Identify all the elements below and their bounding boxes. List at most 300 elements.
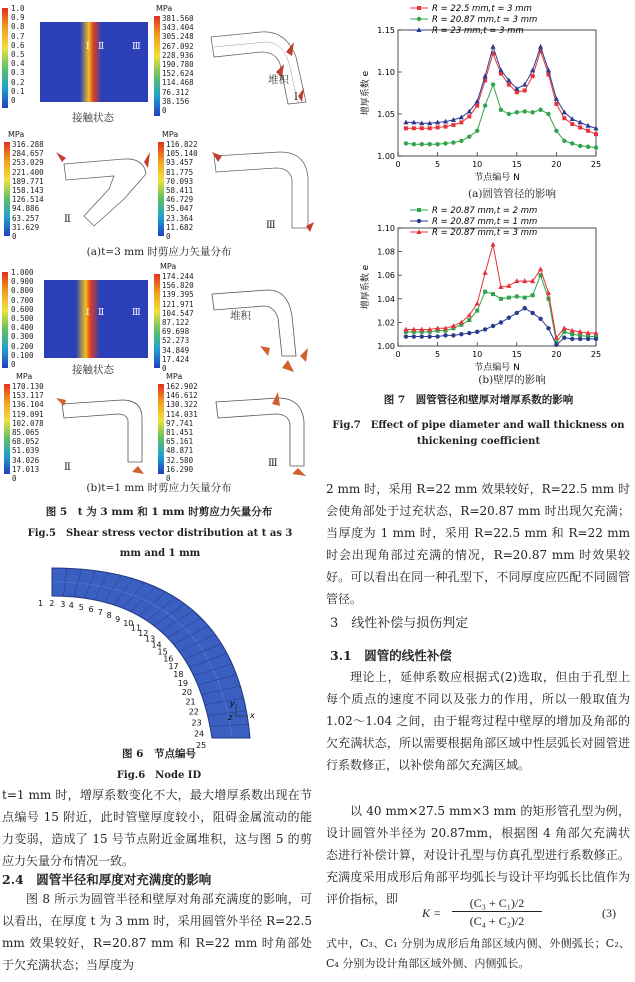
x-tick-label: 10	[472, 350, 483, 359]
data-point	[538, 317, 542, 321]
data-point	[467, 115, 471, 119]
colorbar-tick: 0	[166, 232, 171, 242]
colorbar-tick: 156.820	[162, 281, 194, 291]
data-point	[507, 83, 511, 87]
right-paragraph-4: 式中，C₃、C₁ 分别为成形后角部区域内侧、外侧弧长；C₂、C₄ 分别为设计角部区域外侧、内侧弧长。	[326, 937, 630, 970]
data-point	[570, 337, 574, 341]
colorbar-tick: 126.514	[12, 195, 44, 205]
x-tick-label: 0	[395, 350, 401, 359]
data-point	[546, 326, 550, 330]
data-point	[515, 110, 519, 114]
y-tick-label: 1.00	[377, 342, 395, 351]
stress-ticks	[12, 140, 44, 241]
stress-mesh	[206, 12, 316, 122]
contact-ticks	[11, 4, 25, 105]
data-point	[420, 142, 424, 146]
colorbar-tick: 0.5	[11, 50, 25, 60]
data-point	[459, 120, 463, 124]
data-point	[523, 306, 527, 310]
colorbar-tick: 0	[162, 106, 167, 116]
data-point	[420, 334, 424, 338]
colorbar-tick: 81.451	[166, 428, 194, 438]
colorbar-tick: 23.364	[166, 213, 194, 223]
stress-ticks	[12, 382, 44, 483]
colorbar-tick: 343.404	[162, 23, 194, 33]
data-point	[427, 142, 431, 146]
data-point	[586, 337, 590, 341]
x-tick-label: 20	[551, 160, 562, 169]
contact-label: 接触状态	[72, 112, 114, 124]
data-point	[483, 270, 488, 275]
data-point	[538, 267, 543, 272]
x-tick-label: 20	[551, 350, 562, 359]
node-id-diagram	[38, 566, 280, 750]
stress-mesh	[210, 138, 316, 238]
x-tick-label: 15	[511, 350, 522, 359]
fig5-a-view1	[150, 2, 316, 130]
contact-colorbar	[2, 8, 8, 108]
colorbar-tick: 85.065	[12, 428, 40, 438]
axis-y-label: y	[230, 699, 235, 708]
plot-frame	[398, 30, 596, 156]
fig7-title-cn: 图 7 圆管管径和壁厚对增厚系数的影响	[383, 394, 574, 406]
section-2-4-heading: 2.4 圆管半径和厚度对充满度的影响	[2, 872, 212, 887]
colorbar-tick: 0.400	[11, 323, 34, 333]
section-3-1-heading: 3.1 圆管的线性补偿	[330, 648, 452, 663]
node-id-label: 4	[68, 601, 74, 611]
legend-marker	[417, 17, 421, 21]
data-point	[491, 292, 495, 296]
data-point	[427, 334, 431, 338]
colorbar-tick: 81.775	[166, 167, 194, 177]
colorbar-tick: 267.092	[162, 41, 194, 51]
node-id-label: 1	[38, 599, 44, 608]
node-id-label: 16	[163, 654, 174, 664]
data-point	[436, 125, 440, 129]
legend-label: R = 20.87 mm,t = 3 mm	[432, 228, 538, 238]
data-point	[404, 126, 408, 130]
colorbar-tick: 1.000	[11, 268, 34, 277]
data-point	[483, 290, 487, 294]
data-point	[507, 296, 511, 300]
data-point	[570, 141, 574, 145]
colorbar-tick: 48.871	[166, 446, 194, 456]
data-point	[578, 125, 582, 129]
node-id-label: 5	[78, 602, 84, 612]
fig5-caption-b: (b)t=1 mm 时剪应力矢量分布	[86, 482, 232, 494]
right-paragraph-1: 2 mm 时，采用 R=22 mm 效果较好，R=22.5 mm 时会使角部处于过充状态，R=20.87 mm 时出现欠充满；当厚度为 1 mm 时，采用 R=22.5 mm 和 R=22 mm 时会出现角部过充满的情况，R=20.87 mm 时效果较好。可以看出在同一种孔型下，不同厚度应匹配不同圆管管径。	[326, 482, 630, 606]
node-id-label: 14	[151, 640, 162, 650]
data-point	[562, 116, 566, 120]
colorbar-tick: 139.395	[162, 290, 194, 300]
unit-label: MPa	[166, 372, 183, 381]
fig5-title-en: Fig.5 Shear stress vector distribution at t as 3 mm and 1 mm	[27, 528, 293, 559]
contact-map	[40, 22, 148, 102]
legend-label: R = 20.87 mm,t = 2 mm	[432, 206, 538, 216]
data-point	[578, 337, 582, 341]
data-point	[435, 142, 439, 146]
colorbar-tick: 121.971	[162, 299, 194, 309]
colorbar-tick: 162.902	[166, 382, 198, 391]
formula-denominator: (C₄ + C₂)/2	[469, 914, 525, 928]
data-point	[515, 294, 519, 298]
left-paragraph-1: t=1 mm 时，增厚系数变化不大，最大增厚系数出现在节点编号 15 附近，此时管壁厚度较小，阻碍金属流动的能力变弱，造成了 15 号节点附近金属堆积，这与图 5 的剪应力矢量分布情况一致。	[2, 788, 312, 868]
y-tick-label: 1.04	[377, 294, 395, 304]
fig5-b-view1	[150, 262, 316, 380]
fig5	[0, 0, 318, 560]
colorbar-tick: 58.411	[166, 186, 194, 196]
x-tick-label: 25	[590, 350, 602, 359]
y-tick-label: 1.02	[377, 318, 395, 328]
data-point	[404, 141, 408, 145]
legend-marker	[417, 219, 421, 223]
x-tick-label: 15	[511, 160, 522, 169]
data-point	[562, 139, 566, 143]
colorbar-tick: 0.900	[11, 277, 34, 287]
formula-number: (3)	[602, 906, 616, 920]
legend-label: R = 23 mm,t = 3 mm	[432, 26, 524, 36]
node-id-label: 21	[185, 697, 196, 707]
colorbar-tick: 189.771	[12, 176, 44, 186]
data-point	[523, 296, 527, 300]
fig7-caption-b: (b)壁厚的影响	[478, 374, 546, 386]
colorbar-tick: 34.026	[12, 455, 40, 465]
colorbar-tick: 0	[11, 360, 16, 370]
colorbar-tick: 93.457	[166, 158, 194, 168]
data-point	[570, 332, 574, 336]
y-tick-label: 1.10	[377, 68, 395, 77]
node-id-label: 20	[181, 687, 192, 697]
colorbar-tick: 152.624	[162, 69, 194, 79]
stress-mesh	[212, 382, 316, 476]
colorbar-tick: 11.682	[166, 222, 194, 232]
fig7	[322, 0, 635, 480]
data-point	[444, 125, 448, 129]
data-point	[475, 104, 479, 108]
colorbar-tick: 32.580	[166, 455, 194, 465]
legend-marker	[417, 208, 421, 212]
data-point	[538, 44, 543, 49]
data-point	[562, 326, 567, 331]
colorbar-tick: 221.400	[12, 167, 44, 177]
data-point	[507, 112, 511, 116]
colorbar-tick: 119.091	[12, 409, 44, 419]
data-point	[451, 123, 455, 127]
colorbar-tick: 65.161	[166, 437, 194, 447]
data-point	[530, 311, 534, 315]
data-point	[562, 336, 566, 340]
colorbar-tick: 170.130	[12, 382, 44, 391]
y-tick-label: 1.05	[377, 110, 395, 119]
legend-label: R = 22.5 mm,t = 3 mm	[432, 4, 532, 14]
stress-colorbar	[158, 142, 164, 236]
fig5-b-view3	[156, 372, 316, 484]
x-tick-label: 5	[435, 350, 441, 359]
data-point	[475, 129, 479, 133]
colorbar-tick: 16.290	[166, 464, 194, 474]
colorbar-tick: 46.729	[166, 195, 194, 205]
data-point	[404, 334, 408, 338]
colorbar-tick: 0	[12, 474, 17, 484]
colorbar-tick: 0.7	[11, 31, 25, 41]
colorbar-tick: 0.3	[11, 68, 25, 78]
region-label-2: Ⅱ	[64, 462, 71, 473]
colorbar-tick: 284.657	[12, 149, 44, 159]
colorbar-tick: 94.886	[12, 204, 40, 214]
stress-mesh	[208, 276, 314, 376]
colorbar-tick: 381.560	[162, 14, 194, 23]
colorbar-tick: 0.4	[11, 59, 25, 69]
data-point	[530, 110, 534, 114]
data-point	[483, 327, 487, 331]
data-point	[554, 129, 558, 133]
region-label-3: Ⅲ	[266, 220, 276, 231]
data-point	[570, 122, 574, 126]
stress-colorbar	[4, 142, 10, 236]
x-tick-label: 5	[435, 160, 441, 169]
colorbar-tick: 253.029	[12, 158, 44, 168]
y-tick-label: 1.08	[377, 247, 395, 257]
data-point	[554, 102, 558, 106]
data-point	[428, 126, 432, 130]
pile-label: 堆积	[268, 74, 289, 86]
data-point	[443, 141, 447, 145]
data-point	[467, 134, 471, 138]
colorbar-tick: 97.741	[166, 418, 194, 428]
unit-label: MPa	[156, 4, 173, 13]
colorbar-tick: 102.078	[12, 418, 44, 428]
formula-3	[326, 896, 630, 932]
data-point	[459, 332, 463, 336]
data-point	[507, 315, 511, 319]
data-point	[475, 301, 480, 306]
unit-label: MPa	[160, 262, 177, 271]
colorbar-tick: 38.156	[162, 96, 190, 106]
data-point	[594, 337, 598, 341]
colorbar-tick: 316.288	[12, 140, 44, 149]
colorbar-tick: 114.031	[166, 409, 198, 419]
chart-a	[322, 0, 635, 200]
colorbar-tick: 0.2	[11, 77, 25, 87]
node-id-label: 22	[188, 707, 199, 717]
y-axis-label: 增厚系数 e	[361, 70, 371, 116]
colorbar-tick: 0.200	[11, 341, 34, 351]
region-label-3: Ⅲ	[268, 458, 278, 469]
x-tick-label: 25	[590, 160, 602, 169]
data-point	[491, 82, 495, 86]
node-id-label: 2	[49, 599, 55, 609]
data-point	[554, 343, 558, 347]
colorbar-tick: 1.0	[11, 4, 25, 13]
fig5-a-view2	[2, 130, 152, 240]
colorbar-tick: 0.1	[11, 86, 25, 96]
fig6	[38, 566, 280, 750]
colorbar-tick: 0.800	[11, 286, 34, 296]
data-point	[531, 293, 535, 297]
axis-x-label: x	[250, 711, 255, 720]
data-point	[506, 283, 511, 288]
data-point	[499, 108, 503, 112]
colorbar-tick: 87.122	[162, 318, 190, 328]
data-point	[578, 144, 582, 148]
colorbar-tick: 104.547	[162, 308, 194, 318]
region-label-2: Ⅱ	[98, 42, 105, 52]
data-point	[522, 82, 527, 87]
colorbar-tick: 0.9	[11, 13, 25, 23]
colorbar-tick: 63.257	[12, 213, 40, 223]
node-id-label: 10	[123, 618, 134, 628]
stress-colorbar	[154, 274, 160, 368]
colorbar-tick: 305.248	[162, 32, 194, 42]
axis-z-label: z	[228, 713, 233, 722]
fig6-title-cn: 图 6 节点编号	[122, 748, 196, 760]
data-point	[546, 112, 550, 116]
region-label-1: Ⅰ	[294, 92, 298, 103]
colorbar-tick: 31.629	[12, 222, 40, 232]
node-id-label: 9	[115, 614, 121, 624]
colorbar-tick: 70.093	[166, 176, 194, 186]
node-id-label: 18	[173, 670, 184, 680]
stress-ticks	[166, 140, 198, 241]
section-3-heading: 3 线性补偿与损伤判定	[330, 616, 469, 631]
x-axis-label: 节点编号 N	[474, 173, 520, 183]
node-id-label: 6	[88, 605, 94, 615]
data-point	[594, 132, 598, 136]
series-line	[406, 85, 596, 148]
data-point	[475, 330, 479, 334]
node-id-label: 7	[97, 607, 103, 617]
chart-b	[322, 200, 635, 386]
data-point	[412, 126, 416, 130]
fig5-a-view3	[156, 130, 316, 240]
data-point	[451, 333, 455, 337]
region-label-2: Ⅱ	[64, 214, 71, 225]
colorbar-tick: 52.273	[162, 336, 190, 346]
colorbar-tick: 174.244	[162, 272, 194, 281]
data-point	[467, 318, 471, 322]
stress-colorbar	[158, 384, 164, 474]
y-tick-label: 1.06	[377, 271, 395, 281]
fig7-caption-a: (a)圆管管径的影响	[468, 188, 556, 200]
stress-colorbar	[154, 16, 160, 116]
fig7-title-en-2: thickening coefficient	[416, 436, 541, 447]
series-line	[406, 47, 596, 128]
region-label-1: Ⅰ	[86, 308, 90, 318]
contact-label: 接触状态	[72, 364, 114, 376]
stress-ticks	[162, 14, 194, 115]
data-point	[467, 331, 471, 335]
data-point	[538, 108, 542, 112]
data-point	[483, 103, 487, 107]
node-id-label: 25	[196, 741, 207, 750]
colorbar-tick: 0.300	[11, 332, 34, 342]
data-point	[475, 309, 479, 313]
data-point	[412, 334, 416, 338]
colorbar-tick: 153.117	[12, 391, 44, 401]
colorbar-tick: 190.780	[162, 60, 194, 70]
contact-colorbar	[2, 272, 8, 368]
series-line	[406, 308, 596, 345]
data-point	[459, 139, 463, 143]
colorbar-tick: 116.822	[166, 140, 198, 149]
stress-ticks	[166, 382, 198, 483]
node-id-label: 17	[168, 662, 179, 672]
x-axis-label: 节点编号 N	[474, 363, 520, 373]
stress-ticks	[162, 272, 194, 373]
data-point	[594, 145, 598, 149]
formula-lhs: K =	[422, 906, 442, 920]
colorbar-tick: 114.468	[162, 78, 194, 88]
node-id-label: 19	[177, 678, 188, 688]
fig7-title-en-1: Fig.7 Effect of pipe diameter and wall thickness on	[332, 420, 625, 431]
node-id-label: 11	[130, 623, 142, 633]
colorbar-tick: 228.936	[162, 50, 194, 60]
legend-label: R = 20.87 mm,t = 3 mm	[432, 15, 538, 25]
data-point	[451, 140, 455, 144]
colorbar-tick: 35.047	[166, 204, 194, 214]
colorbar-tick: 0.700	[11, 295, 34, 305]
data-point	[412, 142, 416, 146]
fig5-b-view2	[2, 372, 152, 484]
region-label-3: Ⅲ	[132, 308, 141, 318]
unit-label: MPa	[16, 372, 33, 381]
data-point	[490, 44, 495, 49]
formula-numerator: (C₃ + C₁)/2	[452, 896, 542, 912]
colorbar-tick: 68.052	[12, 437, 40, 447]
data-point	[562, 110, 567, 115]
pile-label: 堆积	[230, 310, 251, 322]
node-id-label: 13	[145, 634, 156, 644]
colorbar-tick: 0.100	[11, 350, 34, 360]
colorbar-tick: 0.600	[11, 304, 34, 314]
colorbar-tick: 0	[166, 474, 171, 484]
colorbar-tick: 136.104	[12, 400, 44, 410]
contact-map	[44, 280, 148, 358]
fig6-title-en: Fig.6 Node ID	[116, 770, 202, 781]
colorbar-tick: 0.500	[11, 314, 34, 324]
right-paragraph-3: 以 40 mm×27.5 mm×3 mm 的矩形管孔型为例，设计圆管外半径为 20.87mm，根据图 4 角部欠充满状态进行补偿计算，对设计孔型与仿真孔型进行系数修正。充满度采用成形后角部平均弧长与设计平均弧长比值作为评价指标，即	[326, 804, 630, 906]
y-tick-label: 1.15	[377, 26, 395, 35]
colorbar-tick: 130.322	[166, 400, 198, 410]
region-label-1: Ⅰ	[86, 42, 90, 52]
data-point	[586, 145, 590, 149]
stress-colorbar	[4, 384, 10, 474]
colorbar-tick: 76.312	[162, 87, 190, 97]
fig5-a-contact	[2, 4, 150, 124]
data-point	[490, 242, 495, 247]
contact-ticks	[11, 268, 34, 369]
colorbar-tick: 0	[162, 364, 167, 374]
region-label-3: Ⅲ	[132, 42, 141, 52]
colorbar-tick: 146.612	[166, 391, 198, 401]
node-id-label: 23	[191, 718, 202, 728]
colorbar-tick: 34.849	[162, 345, 190, 355]
colorbar-tick: 69.698	[162, 327, 190, 337]
right-paragraph-2: 理论上，延伸系数应根据式(2)选取，但由于孔型上每个质点的速度不同以及张力的作用，所以一般取值为 1.02～1.04 之间，由于辊弯过程中壁厚的增加及角部的欠充满状态，所以需要根据角部区域中性层弧长对圆管进行系数修正，以补偿角部欠充满区域。	[326, 670, 630, 772]
fig5-title-cn: 图 5 t 为 3 mm 和 1 mm 时剪应力矢量分布	[45, 506, 273, 518]
fig5-caption-a: (a)t=3 mm 时剪应力矢量分布	[86, 246, 232, 258]
data-point	[531, 74, 535, 78]
node-id-label: 8	[106, 611, 112, 621]
data-point	[420, 126, 424, 130]
y-tick-label: 1.10	[377, 224, 395, 233]
y-tick-label: 1.00	[377, 152, 395, 161]
legend-label: R = 20.87 mm,t = 1 mm	[432, 217, 538, 227]
colorbar-tick: 17.013	[12, 464, 40, 474]
region-label-2: Ⅱ	[98, 308, 105, 318]
colorbar-tick: 105.140	[166, 149, 198, 159]
data-point	[459, 115, 464, 120]
